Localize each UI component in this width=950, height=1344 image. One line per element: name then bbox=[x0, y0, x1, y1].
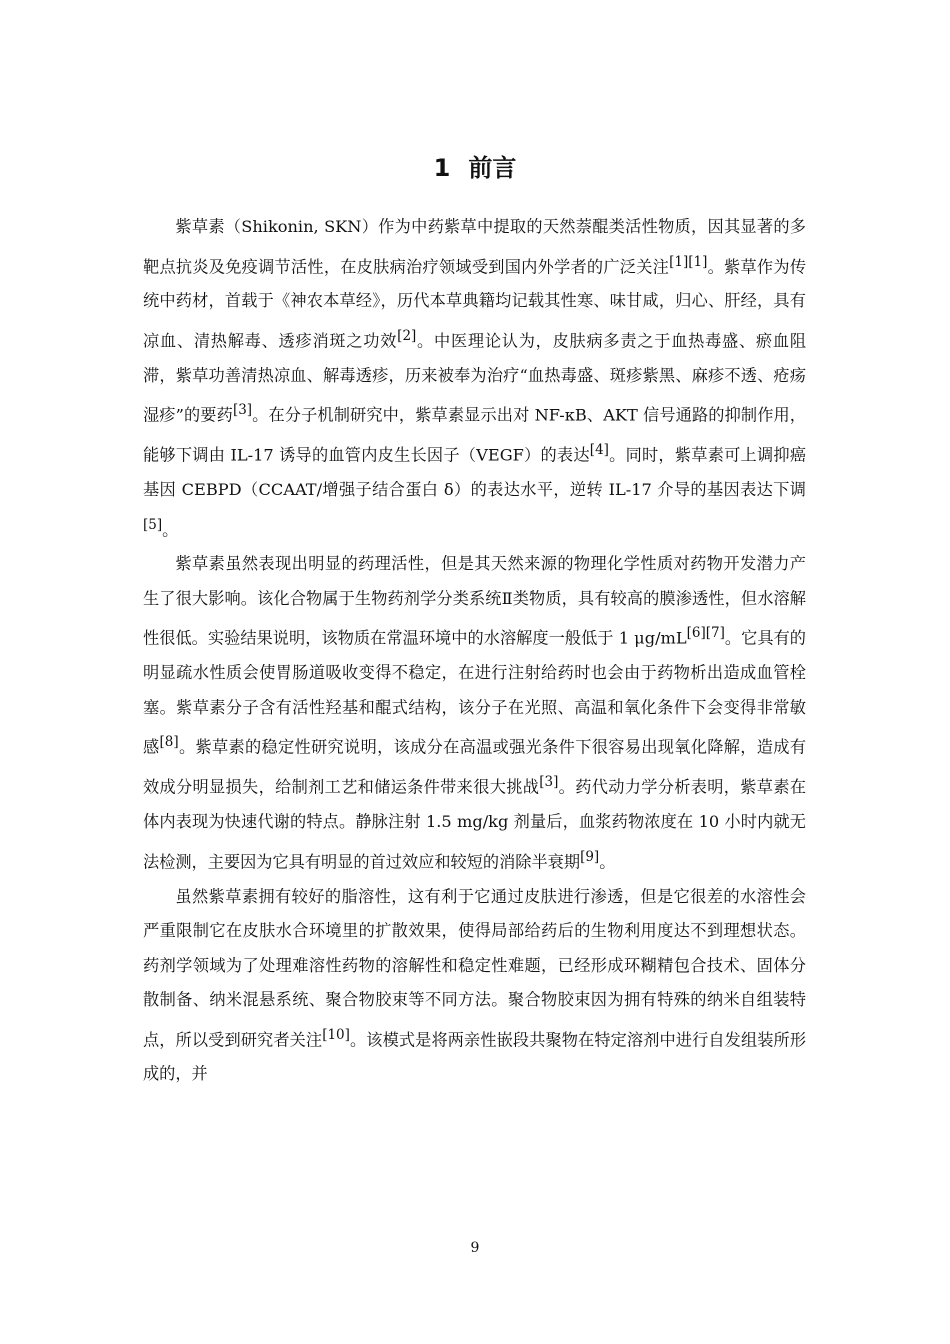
paragraph-3 bbox=[143, 880, 806, 1092]
section-title: 前言 bbox=[468, 154, 517, 182]
section-number: 1 bbox=[433, 154, 451, 182]
text-run: 紫草素虽然表现出明显的药理活性，但是其天然来源的物理化学性质对药物开发潜力产生了很大影响。该化合物属于生物药剂学分类系统Ⅱ类物质，具有较高的膜渗透性，但水溶解性很低。实验结果说明，该物质在常温环境中的水溶解度一般低于 1 μg/mL bbox=[143, 554, 806, 648]
citation-ref: [10] bbox=[322, 1026, 350, 1043]
section-heading bbox=[0, 148, 950, 188]
text-run: 。它具有的明显疏水性质会使胃肠道吸收变得不稳定，在进行注射给药时也会由于药物析出造成血管栓塞。紫草素分子含有活性羟基和醌式结构，该分子在光照、高温和氧化条件下会变得非常敏感 bbox=[143, 628, 806, 757]
text-run: 。 bbox=[599, 852, 616, 872]
text-run: 。紫草素的稳定性研究说明，该成分在高温或强光条件下很容易出现氧化降解，造成有效成分明显损失，给制剂工艺和储运条件带来很大挑战 bbox=[143, 737, 807, 797]
body-text bbox=[143, 210, 806, 1092]
paragraph-1 bbox=[143, 210, 806, 547]
text-run: 。该模式是将两亲性嵌段共聚物在特定溶剂中进行自发组装所形成的，并 bbox=[143, 1029, 807, 1084]
text-run: 。同时，紫草素可上调抑癌基因 CEBPD（CCAAT/增强子结合蛋白 δ）的表达水平，逆转 IL-17 介导的基因表达下调 bbox=[143, 445, 807, 500]
text-run: 。 bbox=[162, 519, 179, 539]
paragraph-2 bbox=[143, 547, 806, 879]
citation-ref: [6][7] bbox=[686, 625, 725, 642]
citation-ref: [9] bbox=[580, 848, 600, 865]
text-run: 紫草素（Shikonin, SKN）作为中药紫草中提取的天然萘醌类活性物质，因其显著的多靶点抗炎及免疫调节活性，在皮肤病治疗领域受到国内外学者的广泛关注 bbox=[143, 217, 806, 276]
page-number: 9 bbox=[470, 1240, 480, 1256]
citation-ref: [3] bbox=[232, 402, 253, 419]
citation-ref: [1][1] bbox=[669, 253, 708, 270]
text-run: 。药代动力学分析表明，紫草素在体内表现为快速代谢的特点。静脉注射 1.5 mg/kg 剂量后，血浆药物浓度在 10 小时内就无法检测，主要因为它具有明显的首过效应和较短的消除半衰期 bbox=[143, 777, 807, 872]
citation-ref: [5] bbox=[143, 516, 163, 533]
text-run: 。在分子机制研究中，紫草素显示出对 NF-κB、AKT 信号通路的抑制作用，能够下调由 IL-17 诱导的血管内皮生长因子（VEGF）的表达 bbox=[143, 405, 806, 465]
citation-ref: [3] bbox=[539, 774, 559, 791]
citation-ref: [4] bbox=[589, 442, 609, 459]
citation-ref: [8] bbox=[159, 734, 179, 751]
citation-ref: [2] bbox=[397, 327, 417, 344]
text-run: 。紫草作为传统中药材，首载于《神农本草经》，历代本草典籍均记载其性寒、味甘咸，归心、肝经，具有凉血、清热解毒、透疹消斑之功效 bbox=[143, 256, 807, 351]
text-run: 。中医理论认为，皮肤病多责之于血热毒盛、瘀血阻滞，紫草功善清热凉血、解毒透疹，历来被奉为治疗“血热毒盛、斑疹紫黑、麻疹不透、疮疡湿疹”的要药 bbox=[143, 331, 807, 425]
text-run: 虽然紫草素拥有较好的脂溶性，这有利于它通过皮肤进行渗透，但是它很差的水溶性会严重限制它在皮肤水合环境里的扩散效果，使得局部给药后的生物利用度达不到理想状态。药剂学领域为了处理难溶性药物的溶解性和稳定性难题，已经形成环糊精包合技术、固体分散制备、纳米混悬系统、聚合物胶束等不同方法。聚合物胶束因为拥有特殊的纳米自组装特点，所以受到研究者关注 bbox=[143, 886, 806, 1049]
